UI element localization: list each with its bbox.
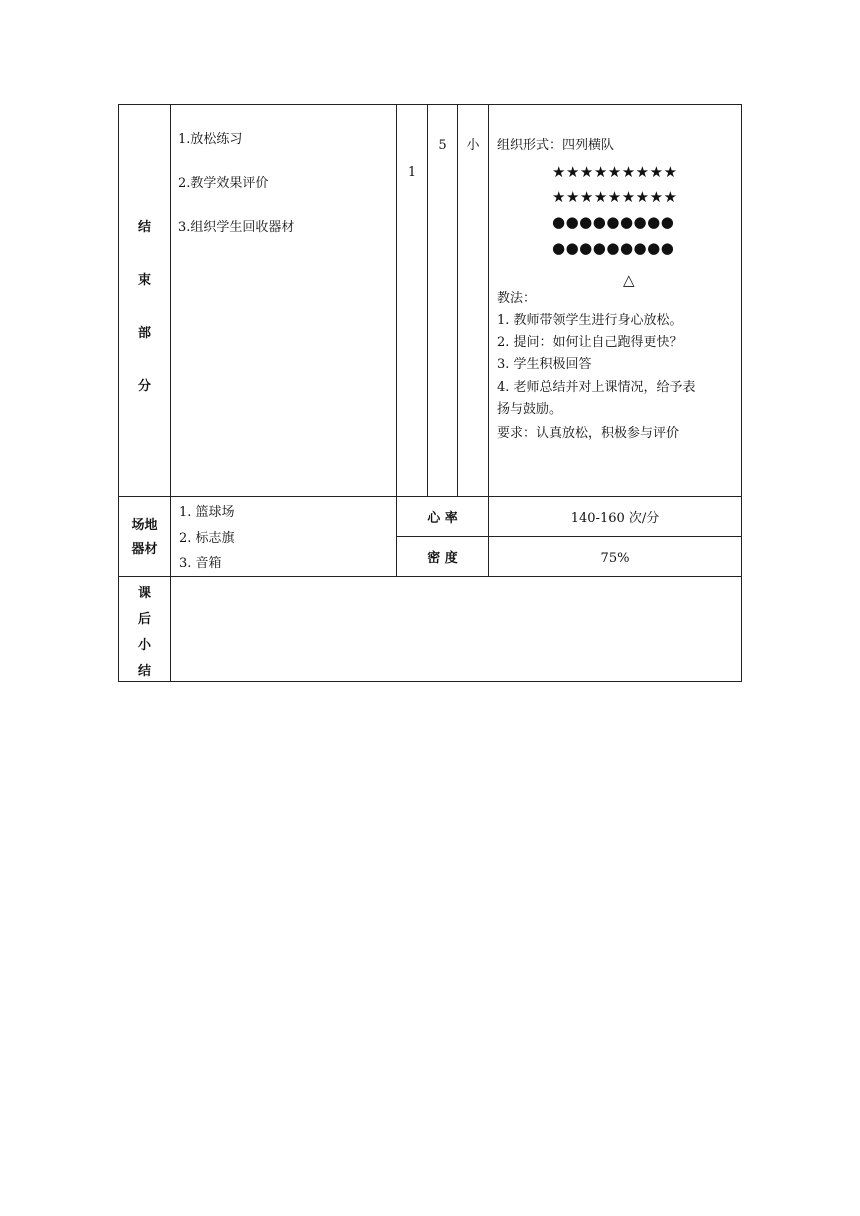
formation-row-dots: ●●●●●●●●● — [552, 213, 675, 231]
venue-label: 场地 器材 — [131, 518, 158, 557]
label-char: 束 — [137, 273, 151, 288]
venue-item: 2. 标志旗 — [179, 531, 235, 546]
method-title: 教法： — [497, 291, 537, 306]
content-item: 2.教学效果评价 — [178, 176, 269, 191]
method-item: 扬与鼓励。 — [497, 402, 563, 417]
intensity-level: 小 — [466, 138, 480, 153]
end-section-label — [119, 216, 170, 395]
method-item: 1. 教师带领学生进行身心放松。 — [497, 313, 683, 328]
row-divider — [396, 536, 742, 537]
table-border-bottom — [118, 681, 742, 682]
label-char: 结 — [137, 220, 151, 235]
method-item: 3. 学生积极回答 — [497, 357, 592, 372]
column-divider — [457, 104, 458, 496]
teacher-triangle-icon: △ — [623, 271, 636, 289]
column-divider — [427, 104, 428, 496]
label-char: 课 — [137, 586, 151, 601]
venue-item: 3. 音箱 — [179, 556, 222, 571]
content-item: 3.组织学生回收器材 — [178, 220, 295, 235]
formation-row-stars: ★★★★★★★★★ — [552, 163, 678, 181]
density-label: 密 度 — [427, 551, 458, 566]
column-divider — [488, 104, 489, 577]
label-char: 结 — [137, 664, 151, 679]
formation-row-stars: ★★★★★★★★★ — [552, 188, 678, 206]
column-divider — [170, 104, 171, 682]
label-char: 后 — [137, 612, 151, 627]
method-item: 4. 老师总结并对上课情况，给予表 — [497, 380, 696, 395]
organization-title: 组织形式：四列横队 — [497, 138, 615, 153]
summary-label — [119, 582, 170, 680]
density-value: 75% — [600, 551, 630, 566]
label-char: 小 — [137, 638, 151, 653]
row-divider — [118, 576, 742, 577]
method-item: 2. 提问：如何让自己跑得更快？ — [497, 335, 683, 350]
row-divider — [118, 496, 742, 497]
table-border-right — [741, 104, 742, 682]
formation-row-dots: ●●●●●●●●● — [552, 239, 675, 257]
requirement-text: 要求：认真放松，积极参与评价 — [497, 426, 680, 441]
content-item: 1.放松练习 — [178, 132, 243, 147]
heart-rate-value: 140-160 次/分 — [570, 511, 660, 526]
heart-rate-label: 心 率 — [427, 511, 458, 526]
repetition-count: 1 — [407, 165, 417, 180]
label-char: 分 — [137, 379, 151, 394]
venue-item: 1. 篮球场 — [179, 505, 235, 520]
duration-minutes: 5 — [438, 138, 447, 153]
label-char: 部 — [137, 326, 151, 341]
table-border-top — [118, 104, 742, 105]
